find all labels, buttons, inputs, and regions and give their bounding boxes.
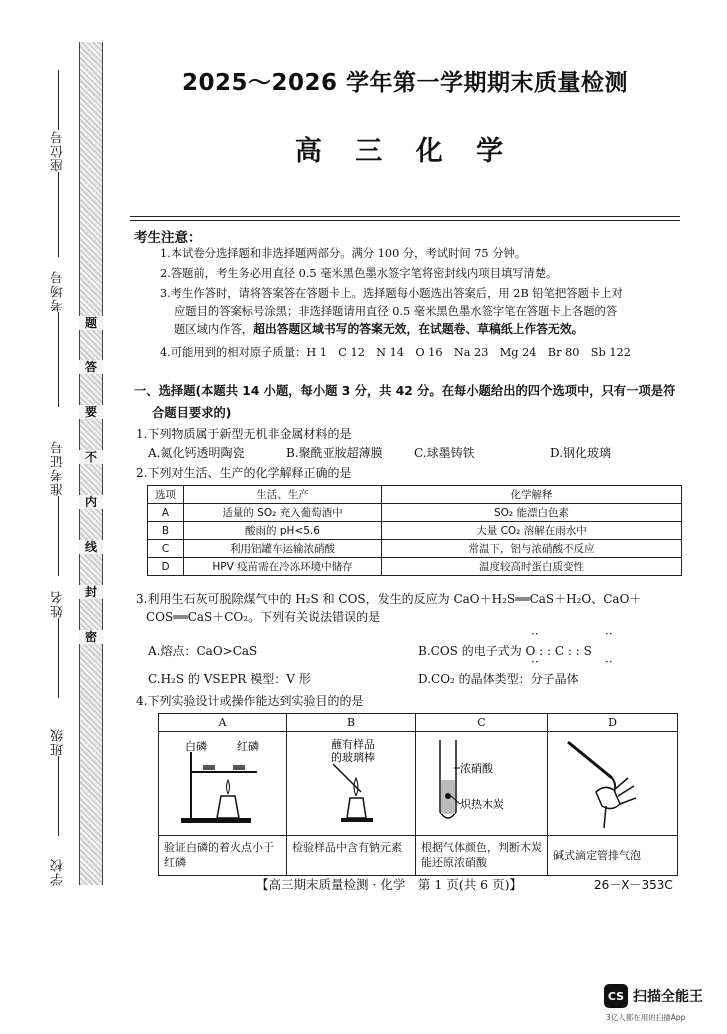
notice-item: 1.本试卷分选择题和非选择题两部分。满分 100 分，考试时间 75 分钟。 <box>160 247 527 260</box>
section-heading: 一、选择题(本题共 14 小题，每小题 3 分，共 42 分。在每小题给出的四个选项中，只有一项是符 <box>134 384 676 398</box>
seal-char: 封 <box>79 585 103 599</box>
table-row: B 酸雨的 pH<5.6 大量 CO₂ 溶解在雨水中 <box>148 522 682 540</box>
field-name: 姓名 <box>48 590 68 698</box>
seal-char: 不 <box>79 450 103 464</box>
description-row <box>159 836 678 876</box>
option-letter: C <box>416 714 548 732</box>
field-school: 学校 <box>50 858 66 886</box>
figure-c <box>416 732 548 836</box>
burette-bubble-icon <box>548 732 676 832</box>
label-sample-rod-cont: 的玻璃棒 <box>331 751 375 764</box>
table-row: D HPV 疫苗需在冷冻环境中储存 温度较高时蛋白质变性 <box>148 558 682 576</box>
q3-option-a: A.熔点：CaO>CaS <box>148 644 258 658</box>
field-room: 考场号 <box>48 270 68 407</box>
flame-test-icon <box>287 732 414 832</box>
notice-item: 4.可能用到的相对原子质量：H 1 C 12 N 14 O 16 Na 23 Mg 24 Br 80 Sb 122 <box>160 346 631 359</box>
label-conc-nitric-acid: 浓硝酸 <box>460 762 493 775</box>
notice-heading: 考生注意： <box>134 230 202 246</box>
exam-title: 2025～2026 学年第一学期期末质量检测 <box>181 70 629 96</box>
q1-option-d: D.钢化玻璃 <box>550 446 612 460</box>
q3-option-c: C.H₂S 的 VSEPR 模型：V 形 <box>148 672 311 686</box>
field-ticket: 准考证号 <box>48 440 68 576</box>
section-heading-cont: 合题目要求的) <box>152 406 232 420</box>
seal-char: 题 <box>79 316 103 330</box>
q1-option-a: A.氮化钙透明陶瓷 <box>148 446 245 460</box>
table-header-cell: 选项 <box>148 486 184 504</box>
question-3-stem-cont: COS══CaS＋CO₂。下列有关说法错误的是 <box>146 610 381 624</box>
option-desc: 根据气体颜色，判断木炭能还原浓硝酸 <box>416 836 548 876</box>
phosphorus-heating-apparatus-icon <box>159 732 285 832</box>
table-row: C 利用铝罐车运输浓硝酸 常温下，铝与浓硝酸不反应 <box>148 540 682 558</box>
question-1-stem: 1.下列物质属于新型无机非金属材料的是 <box>136 427 352 441</box>
figure-d <box>548 732 678 836</box>
option-letter: A <box>159 714 287 732</box>
q1-option-b: B.聚酰亚胺超薄膜 <box>286 446 383 460</box>
seal-char: 要 <box>79 405 103 419</box>
option-letter: B <box>287 714 416 732</box>
option-desc: 检验样品中含有钠元素 <box>287 836 416 876</box>
exam-subject: 高 三 化 学 <box>294 136 516 167</box>
table-header-cell: 生活、生产 <box>184 486 382 504</box>
page-footer: 【高三期末质量检测 · 化学 第 1 页(共 6 页)】 <box>256 877 522 892</box>
table-header-row <box>159 714 678 732</box>
test-tube-icon <box>416 732 546 832</box>
table-row: A 适量的 SO₂ 充入葡萄酒中 SO₂ 能漂白色素 <box>148 504 682 522</box>
option-letter: D <box>548 714 678 732</box>
header-rule <box>130 220 680 221</box>
field-seat: 座位号 <box>48 70 68 257</box>
option-desc: 验证白磷的着火点小于红磷 <box>159 836 287 876</box>
lone-pair-dots: ·· <box>531 627 539 641</box>
camscanner-name: 扫描全能王 <box>633 989 703 1005</box>
figure-a <box>159 732 287 836</box>
question-3-stem: 3.利用生石灰可脱除煤气中的 H₂S 和 COS，发生的反应为 CaO＋H₂S══CaS＋H₂O、CaO＋ <box>136 592 642 606</box>
option-desc: 碱式滴定管排气泡 <box>548 836 678 876</box>
notice-item: 3.考生作答时，请将答案答在答题卡上。选择题每小题选出答案后，用 2B 铅笔把答题卡上对 <box>160 287 623 300</box>
lone-pair-dots: ·· <box>605 655 613 669</box>
q3-option-b: B.COS 的电子式为 O : : C : : S <box>418 644 592 658</box>
label-white-phosphorus: 白磷 <box>185 740 207 753</box>
camscanner-logo-icon: CS <box>604 984 628 1008</box>
lone-pair-dots: ·· <box>605 627 613 641</box>
seal-char: 密 <box>79 630 103 644</box>
table-header-row <box>148 486 682 504</box>
label-hot-charcoal: 炽热木炭 <box>460 798 504 811</box>
notice-emphasis: 超出答题区域书写的答案无效，在试题卷、草稿纸上作答无效。 <box>253 322 584 336</box>
figure-row <box>159 732 678 836</box>
question-4-stem: 4.下列实验设计或操作能达到实验目的的是 <box>136 694 364 708</box>
notice-item: 应题目的答案标号涂黑；非选择题请用直径 0.5 毫米黑色墨水签字笔在答题卡上各题的答 <box>174 305 618 318</box>
field-class: 班级 <box>48 728 68 836</box>
seal-char: 线 <box>79 540 103 554</box>
label-red-phosphorus: 红磷 <box>237 740 259 753</box>
q2-table <box>147 485 682 576</box>
label-sample-rod: 蘸有样品 <box>331 738 375 751</box>
seal-char: 内 <box>79 495 103 509</box>
lone-pair-dots: ·· <box>531 655 539 669</box>
q1-option-c: C.球墨铸铁 <box>414 446 475 460</box>
header-rule <box>130 216 680 217</box>
question-2-stem: 2.下列对生活、生产的化学解释正确的是 <box>136 466 352 480</box>
seal-char: 答 <box>79 360 103 374</box>
notice-item: 题区域内作答，超出答题区域书写的答案无效，在试题卷、草稿纸上作答无效。 <box>174 322 584 336</box>
notice-item: 2.答题前，考生务必用直径 0.5 毫米黑色墨水签字笔将密封线内项目填写清楚。 <box>160 267 558 280</box>
figure-b <box>287 732 416 836</box>
paper-code: 26－X－353C <box>594 878 673 892</box>
q3-option-d: D.CO₂ 的晶体类型：分子晶体 <box>418 672 579 686</box>
table-header-cell: 化学解释 <box>382 486 682 504</box>
q4-table <box>158 713 678 876</box>
camscanner-tagline: 3亿人都在用的扫描App <box>606 1013 686 1022</box>
